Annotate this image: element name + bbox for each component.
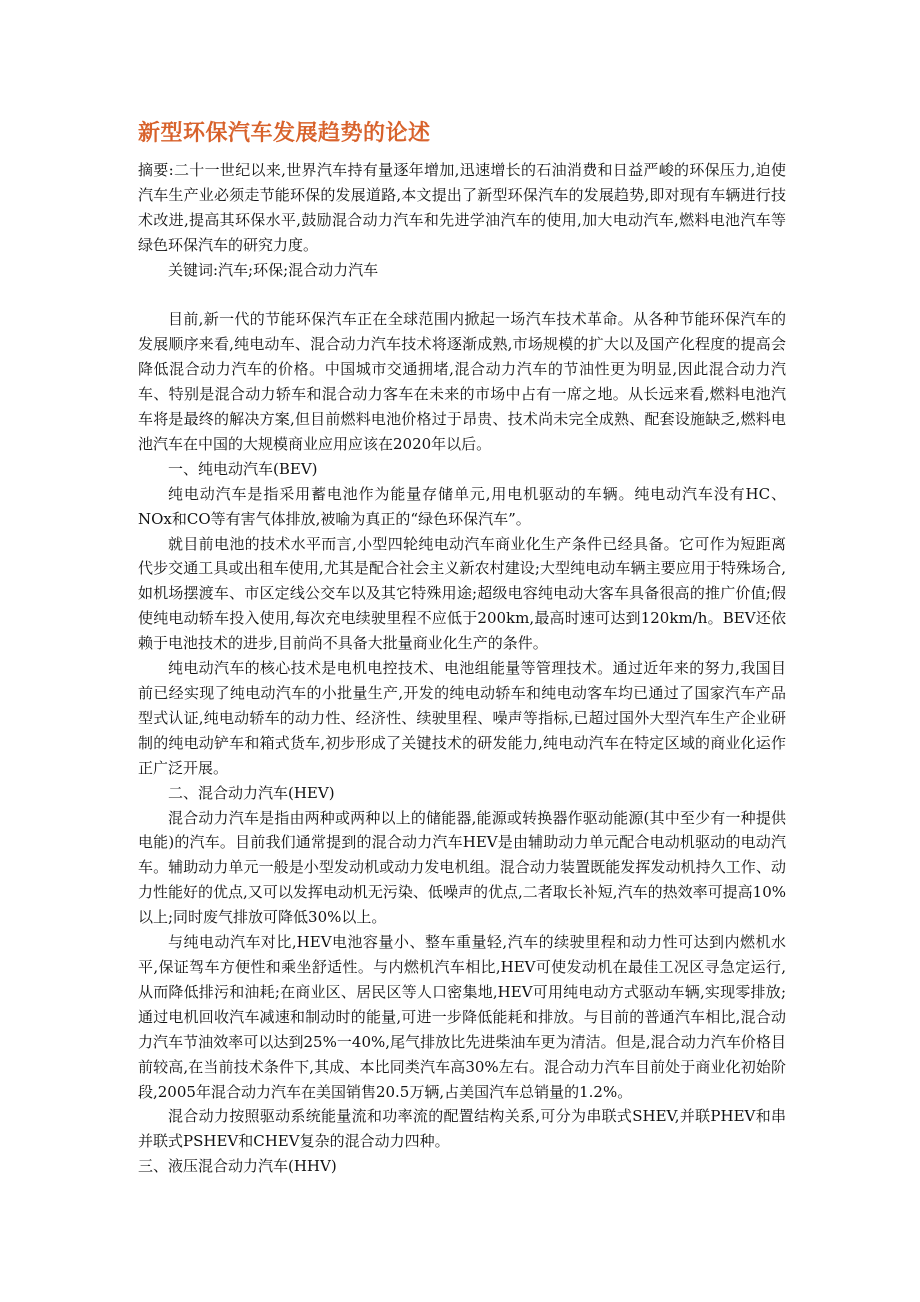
document-title: 新型环保汽车发展趋势的论述 — [138, 121, 431, 146]
section-1-heading: 一、纯电动汽车(BEV) — [168, 459, 318, 478]
section-1-paragraph-3: 纯电动汽车的核心技术是电机电控技术、电池组能量等管理技术。通过近年来的努力,我国目前已经实现了纯电动汽车的小批量生产,开发的纯电动轿车和纯电动客车均已通过了国家汽车产品型式认证,纯电动轿车的动力性、经济性、续驶里程、噪声等指标,已超过国外大型汽车生产企业研制的纯电动铲车和箱式货车,初步形成了关键技术的研发能力,纯电动汽车在特定区域的商业化运作正广泛开展。 — [138, 659, 786, 777]
section-3-heading: 三、液压混合动力汽车(HHV) — [138, 1157, 337, 1176]
abstract-paragraph: 摘要:二十一世纪以来,世界汽车持有量逐年增加,迅速增长的石油消费和日益严峻的环保压力,迫使汽车生产业必须走节能环保的发展道路,本文提出了新型环保汽车的发展趋势,即对现有车辆进行技术改进,提高其环保水平,鼓励混合动力汽车和先进学油汽车的使用,加大电动汽车,燃料电池汽车等绿色环保汽车的研究力度。 — [138, 161, 786, 254]
section-2-paragraph-1: 混合动力汽车是指由两种或两种以上的储能器,能源或转换器作驱动能源(其中至少有一种提供电能)的汽车。目前我们通常提到的混合动力汽车HEV是由辅助动力单元配合电动机驱动的电动汽车。辅助动力单元一般是小型发动机或动力发电机组。混合动力装置既能发挥发动机持久工作、动力性能好的优点,又可以发挥电动机无污染、低噪声的优点,二者取长补短,汽车的热效率可提高10%以上;同时废气排放可降低30%以上。 — [138, 808, 786, 927]
keywords-line: 关键词:汽车;环保;混合动力汽车 — [168, 260, 379, 279]
section-1-paragraph-2: 就目前电池的技术水平而言,小型四轮纯电动汽车商业化生产条件已经具备。它可作为短距离代步交通工具或出租车使用,尤其是配合社会主义新农村建设;大型纯电动车辆主要应用于特殊场合,如机场摆渡车、市区定线公交车以及其它特殊用途;超级电容纯电动大客车具备很高的推广价值;假使纯电动轿车投入使用,每次充电续驶里程不应低于200km,最高时速可达到120km/h。BEV还依赖于电池技术的进步,目前尚不具备大批量商业化生产的条件。 — [138, 534, 786, 653]
blank-line — [138, 283, 786, 308]
document-body — [138, 158, 786, 1179]
section-2-heading: 二、混合动力汽车(HEV) — [168, 783, 335, 802]
section-1-paragraph-1: 纯电动汽车是指采用蓄电池作为能量存储单元,用电机驱动的车辆。纯电动汽车没有HC、NOx和CO等有害气体排放,被喻为真正的“绿色环保汽车”。 — [138, 484, 786, 528]
intro-paragraph: 目前,新一代的节能环保汽车正在全球范围内掀起一场汽车技术革命。从各种节能环保汽车的发展顺序来看,纯电动车、混合动力汽车技术将逐渐成熟,市场规模的扩大以及国产化程度的提高会降低混合动力汽车的价格。中国城市交通拥堵,混合动力汽车的节油性更为明显,因此混合动力汽车、特别是混合动力轿车和混合动力客车在未来的市场中占有一席之地。从长远来看,燃料电池汽车将是最终的解决方案,但目前燃料电池价格过于昂贵、技术尚未完全成熟、配套设施缺乏,燃料电池汽车在中国的大规模商业应用应该在2020年以后。 — [138, 310, 786, 453]
section-2-paragraph-2: 与纯电动汽车对比,HEV电池容量小、整车重量轻,汽车的续驶里程和动力性可达到内燃机水平,保证驾车方便性和乘坐舒适性。与内燃机汽车相比,HEV可使发动机在最佳工况区寻急定运行,从而降低排污和油耗;在商业区、居民区等人口密集地,HEV可用纯电动方式驱动车辆,实现零排放;通过电机回收汽车减速和制动时的能量,可进一步降低能耗和排放。与目前的普通汽车相比,混合动力汽车节油效率可以达到25%一40%,尾气排放比先进柴油车更为清洁。但是,混合动力汽车价格目前较高,在当前技术条件下,其成、本比同类汽车高30%左右。混合动力汽车目前处于商业化初始阶段,2005年混合动力汽车在美国销售20.5万辆,占美国汽车总销量的1.2%。 — [138, 933, 786, 1101]
section-2-paragraph-3: 混合动力按照驱动系统能量流和功率流的配置结构关系,可分为串联式SHEV,并联PHEV和串并联式PSHEV和CHEV复杂的混合动力四种。 — [138, 1107, 786, 1151]
